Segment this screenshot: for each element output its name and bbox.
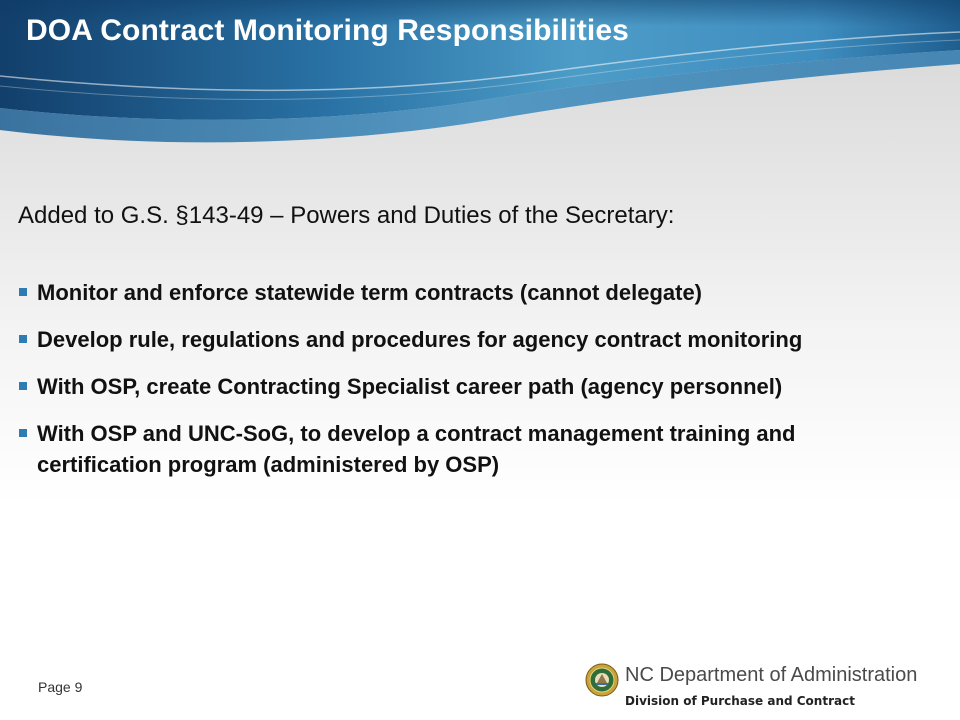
bullet-list bbox=[18, 277, 918, 496]
bullet-text: With OSP, create Contracting Specialist career path (agency personnel) bbox=[37, 374, 783, 399]
division-name: Division of Purchase and Contract bbox=[625, 694, 855, 708]
org-name: NC Department of Administration bbox=[625, 664, 918, 686]
intro-statement: Added to G.S. §143-49 – Powers and Duties of the Secretary: bbox=[18, 202, 675, 229]
square-bullet-icon bbox=[19, 335, 27, 343]
bullet-item bbox=[18, 277, 918, 308]
slide-title: DOA Contract Monitoring Responsibilities bbox=[26, 14, 629, 47]
bullet-text: Develop rule, regulations and procedures for agency contract monitoring bbox=[37, 327, 803, 352]
bullet-text: Monitor and enforce statewide term contracts (cannot delegate) bbox=[37, 280, 703, 305]
nc-state-seal-icon bbox=[585, 663, 619, 697]
bullet-text: With OSP and UNC-SoG, to develop a contract management training and certification program (administered by OSP) bbox=[37, 421, 796, 477]
square-bullet-icon bbox=[19, 382, 27, 390]
bullet-item bbox=[18, 418, 918, 480]
square-bullet-icon bbox=[19, 429, 27, 437]
nc-doa-logo bbox=[585, 660, 955, 716]
square-bullet-icon bbox=[19, 288, 27, 296]
bullet-item bbox=[18, 371, 918, 402]
bullet-item bbox=[18, 324, 918, 355]
page-number: Page 9 bbox=[38, 679, 83, 695]
